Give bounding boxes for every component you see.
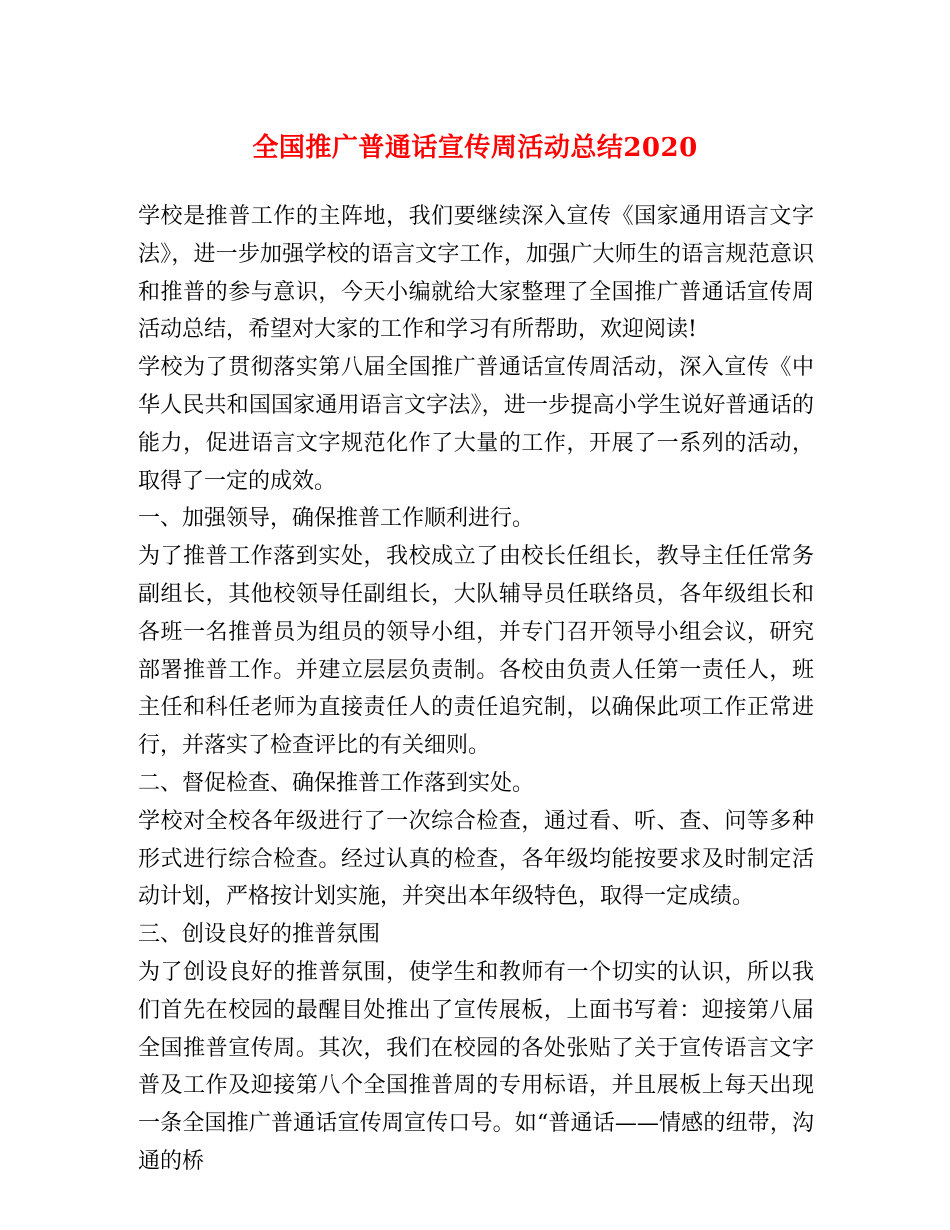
paragraph-section-1: 为了推普工作落到实处，我校成立了由校长任组长，教导主任任常务副组长，其他校领导任副组长，大队辅导员任联络员，各年级组长和各班一名推普员为组员的领导小组，并专门召开领导小组会议，研究部署推普工作。并建立层层负责制。各校由负责人任第一责任人，班主任和科任老师为直接责任人的责任追究制，以确保此项工作正常进行，并落实了检查评比的有关细则。 <box>138 544 814 759</box>
section-heading-3: 三、创设良好的推普氛围 <box>138 922 381 948</box>
document-body <box>138 198 814 1181</box>
document-title: 全国推广普通话宣传周活动总结2020 <box>252 133 698 163</box>
paragraph-overview: 学校为了贯彻落实第八届全国推广普通话宣传周活动，深入宣传《中华人民共和国国家通用语言文字法》，进一步提高小学生说好普通话的能力，促进语言文字规范化作了大量的工作，开展了一系列的活动，取得了一定的成效。 <box>138 355 814 494</box>
paragraph-section-3: 为了创设良好的推普氛围，使学生和教师有一个切实的认识，所以我们首先在校园的最醒目处推出了宣传展板，上面书写着：迎接第八届全国推普宣传周。其次，我们在校园的各处张贴了关于宣传语言文字普及工作及迎接第八个全国推普周的专用标语，并且展板上每天出现一条全国推广普通话宣传周宣传口号。如“普通话——情感的纽带，沟通的桥 <box>138 959 814 1174</box>
paragraph-intro: 学校是推普工作的主阵地，我们要继续深入宣传《国家通用语言文字法》，进一步加强学校的语言文字工作，加强广大师生的语言规范意识和推普的参与意识，今天小编就给大家整理了全国推广普通话宣传周活动总结，希望对大家的工作和学习有所帮助，欢迎阅读! <box>138 204 814 343</box>
paragraph-section-2: 学校对全校各年级进行了一次综合检查，通过看、听、查、问等多种形式进行综合检查。经过认真的检查，各年级均能按要求及时制定活动计划，严格按计划实施，并突出本年级特色，取得一定成绩。 <box>138 808 814 910</box>
section-heading-2: 二、督促检查、确保推普工作落到实处。 <box>138 770 535 796</box>
section-heading-1: 一、加强领导，确保推普工作顺利进行。 <box>138 506 535 532</box>
